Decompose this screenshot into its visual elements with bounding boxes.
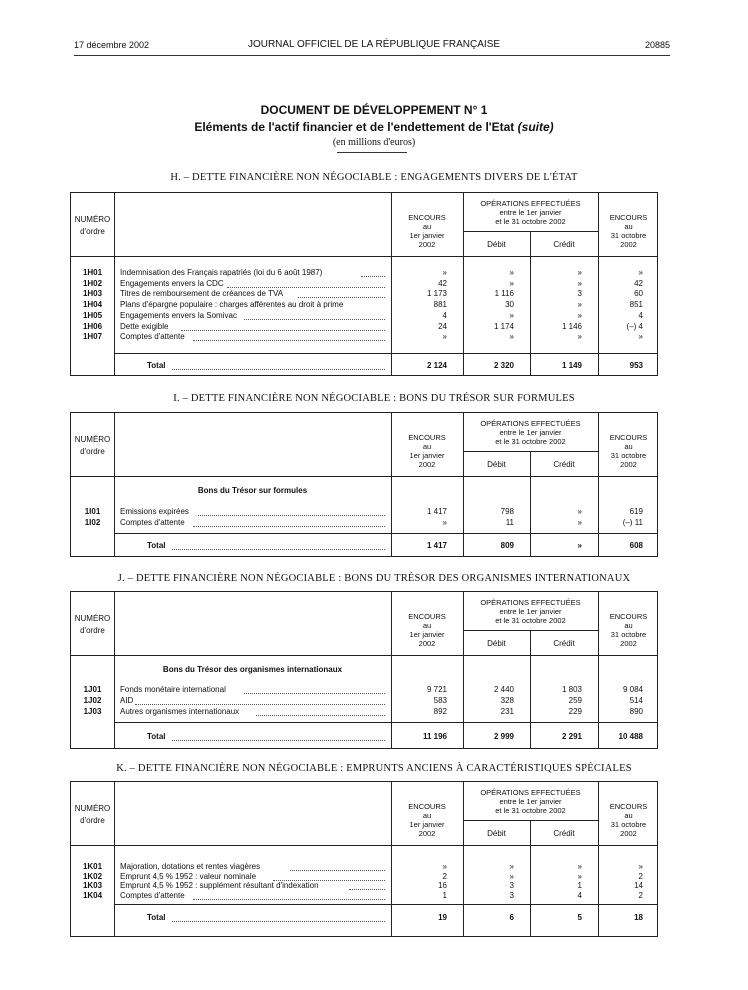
operations-line: et le 31 octobre 2002 xyxy=(495,616,566,625)
row-value-credit: 1 xyxy=(577,881,582,890)
row-value-end: » xyxy=(638,268,643,277)
encours-end-line: 2002 xyxy=(620,240,637,249)
operations-line: entre le 1er janvier xyxy=(499,607,562,616)
row-code: 1K01 xyxy=(82,862,103,871)
row-value-debit: » xyxy=(509,332,514,342)
header-divider xyxy=(114,845,657,846)
row-code: 1H05 xyxy=(82,310,103,320)
total-divider xyxy=(114,533,657,534)
operations-line: et le 31 octobre 2002 xyxy=(495,806,566,815)
row-value-start: 583 xyxy=(433,696,447,705)
row-value-credit: » xyxy=(577,871,582,881)
row-value-end: 851 xyxy=(629,300,643,310)
encours-end-line: ENCOURS xyxy=(609,802,648,811)
row-value-debit: 231 xyxy=(500,707,514,716)
encours-end-line: ENCOURS xyxy=(609,612,648,621)
table-row xyxy=(71,332,657,342)
table-row xyxy=(71,862,657,872)
total-value-end: 953 xyxy=(629,361,643,370)
row-value-debit: 3 xyxy=(509,890,514,900)
row-leader xyxy=(193,892,385,900)
ordre-label: d'ordre xyxy=(80,227,105,236)
ops-divider xyxy=(463,820,598,821)
header-divider xyxy=(71,845,114,846)
section-table xyxy=(70,412,658,557)
row-leader xyxy=(193,519,385,527)
total-value-credit: » xyxy=(577,541,582,550)
row-value-end: 60 xyxy=(634,289,643,299)
total-row xyxy=(71,913,657,923)
row-value-credit: » xyxy=(577,507,582,516)
row-code: 1H04 xyxy=(82,300,103,310)
row-value-debit: 798 xyxy=(500,507,514,516)
row-leader xyxy=(244,686,385,694)
table-row xyxy=(71,311,657,321)
operations-header xyxy=(463,199,598,226)
row-code: 1J01 xyxy=(83,685,102,694)
row-code: 1K03 xyxy=(82,881,103,890)
encours-end-line: 31 octobre xyxy=(610,231,647,240)
debit-header: Débit xyxy=(487,240,506,249)
row-label: Dette exigible xyxy=(120,321,169,331)
encours-start-line: 1er janvier xyxy=(409,630,445,639)
row-value-start: » xyxy=(442,518,447,527)
row-value-debit: » xyxy=(509,310,514,320)
row-label: Emissions expirées xyxy=(120,507,189,516)
row-value-credit: » xyxy=(577,278,582,288)
row-value-credit: » xyxy=(577,300,582,310)
table-row xyxy=(71,696,657,706)
operations-line: entre le 1er janvier xyxy=(499,797,562,806)
total-value-end: 10 488 xyxy=(618,732,643,741)
row-value-end: 14 xyxy=(634,881,643,890)
document-title: DOCUMENT DE DÉVELOPPEMENT N° 1 xyxy=(260,103,488,117)
row-value-start: 16 xyxy=(438,881,447,890)
row-label: Comptes d'attente xyxy=(120,518,185,527)
row-value-start: 42 xyxy=(438,278,447,288)
row-value-end: 619 xyxy=(629,507,643,516)
operations-line: OPÉRATIONS EFFECTUÉES xyxy=(480,419,581,428)
credit-header: Crédit xyxy=(553,460,575,469)
document-unit: (en millions d'euros) xyxy=(332,137,416,148)
row-leader xyxy=(244,312,385,320)
section-title: J. – DETTE FINANCIÈRE NON NÉGOCIABLE : BONS DU TRÉSOR DES ORGANISMES INTERNATIONAUX xyxy=(117,573,631,584)
table-row xyxy=(71,881,657,891)
total-divider xyxy=(114,353,657,354)
operations-line: OPÉRATIONS EFFECTUÉES xyxy=(480,199,581,208)
debit-header: Débit xyxy=(487,639,506,648)
row-value-debit: 328 xyxy=(500,696,514,705)
encours-start-line: au xyxy=(422,621,432,630)
row-label: Engagements envers la Somivac xyxy=(120,310,237,320)
row-value-end: 2 xyxy=(638,871,643,881)
header-divider xyxy=(71,476,114,477)
row-value-end: 42 xyxy=(634,278,643,288)
debit-header: Débit xyxy=(487,829,506,838)
operations-header xyxy=(463,788,598,815)
row-value-end: 890 xyxy=(629,707,643,716)
operations-line: et le 31 octobre 2002 xyxy=(495,437,566,446)
total-value-debit: 809 xyxy=(500,541,514,550)
header-date: 17 décembre 2002 xyxy=(74,40,150,50)
row-value-start: 892 xyxy=(433,707,447,716)
operations-header xyxy=(463,598,598,625)
section-table xyxy=(70,781,658,937)
total-value-debit: 2 320 xyxy=(493,361,514,370)
row-label: Comptes d'attente xyxy=(120,332,185,342)
row-leader xyxy=(298,290,385,298)
row-code: 1H03 xyxy=(82,289,103,299)
total-value-start: 2 124 xyxy=(426,361,447,370)
total-divider xyxy=(114,904,657,905)
table-row xyxy=(71,872,657,882)
row-code: 1H02 xyxy=(82,278,103,288)
row-label: Emprunt 4,5 % 1952 : valeur nominale xyxy=(120,871,257,881)
row-value-debit: 3 xyxy=(509,881,514,890)
numero-label: NUMÉRO xyxy=(74,215,111,224)
document-subtitle-suffix: (suite) xyxy=(517,120,554,134)
header-divider xyxy=(114,476,657,477)
subheading: Bons du Trésor des organismes internationaux xyxy=(162,665,343,674)
encours-start-header xyxy=(391,213,463,249)
encours-end-line: 31 octobre xyxy=(610,820,647,829)
total-row xyxy=(71,541,657,551)
row-leader xyxy=(256,708,385,716)
row-value-debit: 2 440 xyxy=(493,685,514,694)
encours-start-header xyxy=(391,802,463,838)
numero-header xyxy=(71,804,114,825)
row-value-debit: 11 xyxy=(505,518,514,527)
table-row xyxy=(71,685,657,695)
encours-start-header xyxy=(391,612,463,648)
operations-line: et le 31 octobre 2002 xyxy=(495,217,566,226)
encours-end-line: 2002 xyxy=(620,829,637,838)
encours-start-line: 1er janvier xyxy=(409,451,445,460)
total-label: Total xyxy=(147,732,166,741)
row-value-credit: 229 xyxy=(568,707,582,716)
row-code: 1I02 xyxy=(84,518,101,527)
row-leader xyxy=(198,508,385,516)
operations-line: OPÉRATIONS EFFECTUÉES xyxy=(480,598,581,607)
row-label: AID xyxy=(120,696,134,705)
row-value-debit: 1 116 xyxy=(494,289,514,299)
encours-start-line: 1er janvier xyxy=(409,820,445,829)
encours-start-line: au xyxy=(422,811,432,820)
encours-start-line: 1er janvier xyxy=(409,231,445,240)
row-value-credit: 1 146 xyxy=(561,321,582,331)
encours-start-line: ENCOURS xyxy=(408,433,446,442)
ordre-label: d'ordre xyxy=(80,626,105,635)
ops-divider xyxy=(463,630,598,631)
numero-header xyxy=(71,435,114,456)
row-value-credit: 1 803 xyxy=(561,685,582,694)
encours-end-line: 2002 xyxy=(620,639,637,648)
encours-end-line: ENCOURS xyxy=(609,213,648,222)
row-label: Engagements envers la CDC xyxy=(120,278,224,288)
row-value-credit: » xyxy=(577,862,582,871)
encours-start-line: ENCOURS xyxy=(408,802,446,811)
total-value-end: 18 xyxy=(634,913,643,922)
table-row xyxy=(71,300,657,310)
encours-start-line: 2002 xyxy=(418,460,436,469)
row-value-end: (–) 11 xyxy=(622,518,643,527)
table-row xyxy=(71,289,657,299)
row-value-credit: 4 xyxy=(577,890,582,900)
total-value-debit: 6 xyxy=(509,913,514,922)
table-row xyxy=(71,707,657,717)
operations-header xyxy=(463,419,598,446)
section-title: I. – DETTE FINANCIÈRE NON NÉGOCIABLE : BONS DU TRÉSOR SUR FORMULES xyxy=(173,393,575,404)
total-label: Total xyxy=(147,541,166,550)
section-title: H. – DETTE FINANCIÈRE NON NÉGOCIABLE : ENGAGEMENTS DIVERS DE L'ÉTAT xyxy=(170,172,578,183)
row-leader xyxy=(290,863,385,871)
total-divider xyxy=(114,722,657,723)
row-value-start: 1 xyxy=(442,890,447,900)
header-page-number: 20885 xyxy=(644,40,670,50)
row-value-debit: » xyxy=(509,862,514,871)
row-value-end: (–) 4 xyxy=(626,321,643,331)
row-label: Comptes d'attente xyxy=(120,890,185,900)
row-code: 1H06 xyxy=(82,321,103,331)
row-label: Autres organismes internationaux xyxy=(120,707,240,716)
document-subtitle xyxy=(0,120,748,134)
row-value-credit: » xyxy=(577,518,582,527)
header-divider xyxy=(114,655,657,656)
row-code: 1H01 xyxy=(82,268,103,277)
row-value-debit: » xyxy=(509,871,514,881)
row-leader xyxy=(227,280,385,288)
row-label: Plans d'épargne populaire : charges afférentes au droit à prime xyxy=(120,300,344,310)
total-label: Total xyxy=(147,913,166,922)
numero-header xyxy=(71,614,114,635)
numero-label: NUMÉRO xyxy=(74,614,111,623)
row-value-start: 1 173 xyxy=(426,289,447,299)
header-divider xyxy=(114,256,657,257)
header-rule xyxy=(74,55,670,56)
row-value-credit: 3 xyxy=(577,289,582,299)
encours-end-line: au xyxy=(624,222,633,231)
total-value-start: 19 xyxy=(438,913,447,922)
encours-start-line: 2002 xyxy=(418,639,436,648)
operations-line: OPÉRATIONS EFFECTUÉES xyxy=(480,788,581,797)
operations-line: entre le 1er janvier xyxy=(499,208,562,217)
row-value-start: » xyxy=(442,332,447,342)
row-label: Emprunt 4,5 % 1952 : supplément résultant d'indexation xyxy=(120,881,319,890)
encours-end-line: au xyxy=(624,621,633,630)
credit-header: Crédit xyxy=(553,829,575,838)
numero-header xyxy=(71,215,114,236)
ops-divider xyxy=(463,451,598,452)
encours-end-header xyxy=(598,433,659,469)
subheading: Bons du Trésor sur formules xyxy=(197,486,308,495)
row-label: Fonds monétaire international xyxy=(120,685,226,694)
header-divider xyxy=(71,655,114,656)
ops-divider xyxy=(463,231,598,232)
row-code: 1J03 xyxy=(83,707,102,716)
total-leader xyxy=(172,914,385,922)
encours-end-header xyxy=(598,802,659,838)
total-label: Total xyxy=(147,361,166,370)
total-value-credit: 2 291 xyxy=(561,732,582,741)
row-value-start: 1 417 xyxy=(426,507,447,516)
debit-header: Débit xyxy=(487,460,506,469)
table-row xyxy=(71,507,657,517)
row-value-debit: 1 174 xyxy=(493,321,514,331)
row-value-end: 2 xyxy=(638,890,643,900)
row-value-start: » xyxy=(442,268,447,277)
row-value-credit: 259 xyxy=(568,696,582,705)
row-label: Majoration, dotations et rentes viagères xyxy=(120,862,261,871)
total-value-start: 1 417 xyxy=(426,541,447,550)
title-rule xyxy=(337,152,407,153)
column-divider xyxy=(114,413,115,556)
encours-start-line: 2002 xyxy=(418,240,436,249)
row-leader xyxy=(349,882,385,890)
encours-start-line: 2002 xyxy=(418,829,436,838)
total-value-end: 608 xyxy=(629,541,643,550)
row-code: 1I01 xyxy=(84,507,101,516)
row-value-end: » xyxy=(638,862,643,871)
row-value-end: 9 084 xyxy=(622,685,643,694)
header-journal: JOURNAL OFFICIEL DE LA RÉPUBLIQUE FRANÇAISE xyxy=(247,39,501,50)
numero-label: NUMÉRO xyxy=(74,435,111,444)
row-value-start: » xyxy=(442,862,447,871)
document-subtitle-text: Eléments de l'actif financier et de l'endettement de l'Etat xyxy=(194,120,515,134)
table-row xyxy=(71,279,657,289)
encours-end-line: 2002 xyxy=(620,460,637,469)
ordre-label: d'ordre xyxy=(80,447,105,456)
row-leader xyxy=(193,333,385,341)
row-value-credit: » xyxy=(577,268,582,277)
row-value-debit: » xyxy=(509,278,514,288)
table-row xyxy=(71,518,657,528)
row-value-start: 2 xyxy=(442,871,447,881)
credit-header: Crédit xyxy=(553,639,575,648)
credit-header: Crédit xyxy=(553,240,575,249)
total-leader xyxy=(172,362,385,370)
row-value-start: 4 xyxy=(442,310,447,320)
total-row xyxy=(71,732,657,742)
row-value-credit: » xyxy=(577,310,582,320)
row-value-end: 514 xyxy=(629,696,643,705)
total-row xyxy=(71,361,657,371)
total-value-credit: 5 xyxy=(577,913,582,922)
encours-start-header xyxy=(391,433,463,469)
encours-start-line: ENCOURS xyxy=(408,612,446,621)
row-leader xyxy=(273,873,385,881)
row-value-debit: 30 xyxy=(505,300,514,310)
total-leader xyxy=(172,733,385,741)
encours-start-line: ENCOURS xyxy=(408,213,446,222)
row-value-start: 9 721 xyxy=(426,685,447,694)
row-leader xyxy=(361,269,385,277)
total-value-start: 11 196 xyxy=(422,732,447,741)
encours-end-header xyxy=(598,612,659,648)
section-table xyxy=(70,591,658,749)
header-divider xyxy=(71,256,114,257)
numero-label: NUMÉRO xyxy=(74,804,111,813)
row-leader xyxy=(135,697,385,705)
row-leader xyxy=(181,323,385,331)
encours-end-line: au xyxy=(624,811,633,820)
encours-end-line: au xyxy=(624,442,633,451)
row-label: Indemnisation des Français rapatriés (loi du 6 août 1987) xyxy=(120,268,323,277)
row-value-end: 4 xyxy=(638,310,643,320)
table-row xyxy=(71,322,657,332)
encours-start-line: au xyxy=(422,222,432,231)
encours-end-header xyxy=(598,213,659,249)
section-title: K. – DETTE FINANCIÈRE NON NÉGOCIABLE : EMPRUNTS ANCIENS À CARACTÉRISTIQUES SPÉCIALES xyxy=(116,763,632,774)
encours-start-line: au xyxy=(422,442,432,451)
encours-end-line: ENCOURS xyxy=(609,433,648,442)
row-value-start: 881 xyxy=(433,300,447,310)
encours-end-line: 31 octobre xyxy=(610,630,647,639)
table-row xyxy=(71,268,657,278)
row-value-debit: » xyxy=(509,268,514,277)
row-code: 1K04 xyxy=(82,890,103,900)
row-code: 1H07 xyxy=(82,332,103,342)
total-value-credit: 1 149 xyxy=(561,361,582,370)
encours-end-line: 31 octobre xyxy=(610,451,647,460)
ordre-label: d'ordre xyxy=(80,816,105,825)
section-table xyxy=(70,192,658,376)
row-value-end: » xyxy=(638,332,643,342)
row-code: 1J02 xyxy=(83,696,102,705)
row-value-credit: » xyxy=(577,332,582,342)
row-code: 1K02 xyxy=(82,871,103,881)
total-value-debit: 2 999 xyxy=(493,732,514,741)
table-row xyxy=(71,891,657,901)
total-leader xyxy=(172,542,385,550)
row-value-start: 24 xyxy=(438,321,447,331)
operations-line: entre le 1er janvier xyxy=(499,428,562,437)
row-label: Titres de remboursement de créances de TVA xyxy=(120,289,284,299)
